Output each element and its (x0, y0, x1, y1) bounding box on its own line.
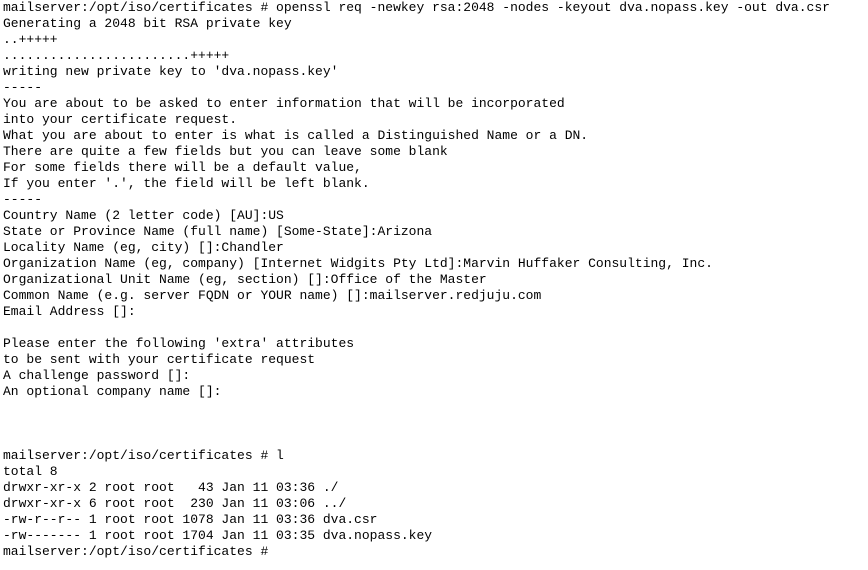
output-line: If you enter '.', the field will be left blank. (3, 176, 370, 191)
directory-listing-row: -rw------- 1 root root 1704 Jan 11 03:35 dva.nopass.key (3, 528, 433, 543)
output-line: Generating a 2048 bit RSA private key (3, 16, 292, 31)
output-line: into your certificate request. (3, 112, 238, 127)
directory-listing-row: drwxr-xr-x 6 root root 230 Jan 11 03:06 ../ (3, 496, 347, 511)
prompt-company-name: An optional company name []: (3, 384, 222, 399)
output-line: What you are about to enter is what is called a Distinguished Name or a DN. (3, 128, 589, 143)
prompt-common-name: Common Name (e.g. server FQDN or YOUR name) []:mailserver.redjuju.com (3, 288, 542, 303)
blank-line (3, 432, 865, 448)
output-line: total 8 (3, 464, 58, 479)
prompt-organizational-unit: Organizational Unit Name (eg, section) []:Office of the Master (3, 272, 487, 287)
shell-prompt[interactable]: mailserver:/opt/iso/certificates # (3, 544, 277, 559)
prompt-country-name: Country Name (2 letter code) [AU]:US (3, 208, 284, 223)
prompt-locality-name: Locality Name (eg, city) []:Chandler (3, 240, 284, 255)
output-line: to be sent with your certificate request (3, 352, 316, 367)
output-line: ----- (3, 192, 43, 207)
prompt-state-name: State or Province Name (full name) [Some-State]:Arizona (3, 224, 433, 239)
output-line: You are about to be asked to enter information that will be incorporated (3, 96, 565, 111)
prompt-organization-name: Organization Name (eg, company) [Internet Widgits Pty Ltd]:Marvin Huffaker Consulting, Inc. (3, 256, 713, 271)
output-line: ----- (3, 80, 43, 95)
blank-line (3, 320, 865, 336)
blank-line (3, 416, 865, 432)
directory-listing-row: drwxr-xr-x 2 root root 43 Jan 11 03:36 ./ (3, 480, 339, 495)
output-line: writing new private key to 'dva.nopass.key' (3, 64, 339, 79)
terminal-output[interactable] (3, 0, 865, 570)
command-line-list: mailserver:/opt/iso/certificates # l (3, 448, 284, 463)
output-line: ..+++++ (3, 32, 58, 47)
prompt-challenge-password: A challenge password []: (3, 368, 191, 383)
output-line: Please enter the following 'extra' attributes (3, 336, 355, 351)
blank-line (3, 400, 865, 416)
output-line: There are quite a few fields but you can leave some blank (3, 144, 448, 159)
command-line-openssl: mailserver:/opt/iso/certificates # openssl req -newkey rsa:2048 -nodes -keyout dva.nopass.key -out dva.csr (3, 0, 830, 15)
output-line: For some fields there will be a default value, (3, 160, 362, 175)
directory-listing-row: -rw-r--r-- 1 root root 1078 Jan 11 03:36 dva.csr (3, 512, 378, 527)
output-line: ........................+++++ (3, 48, 230, 63)
prompt-email-address: Email Address []: (3, 304, 136, 319)
